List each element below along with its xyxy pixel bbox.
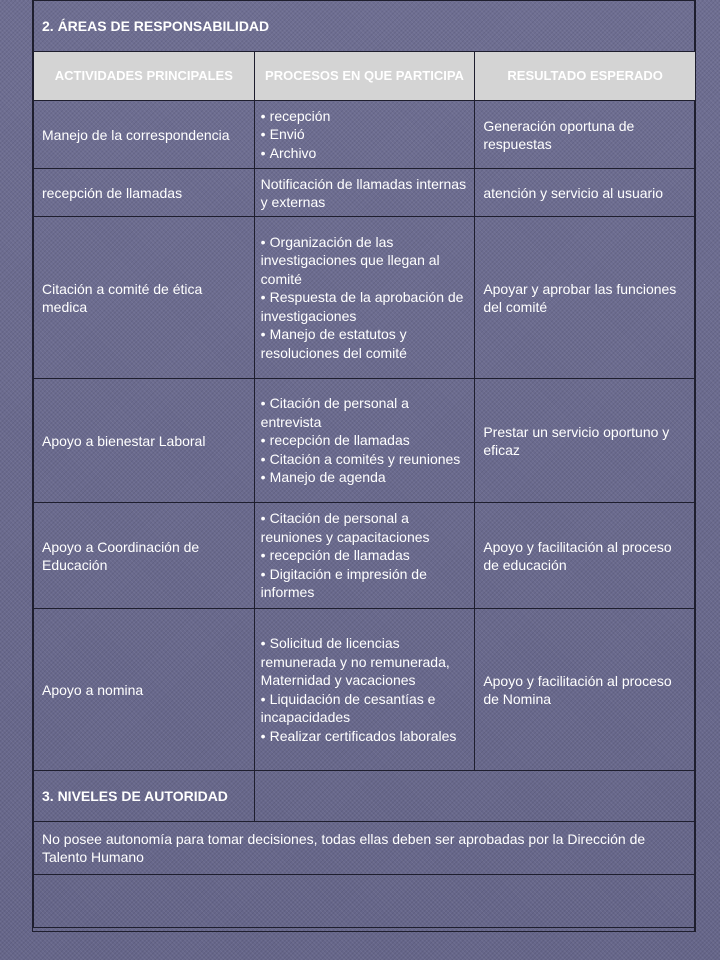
proceso-item: • Solicitud de licencias remunerada y no remunerada, Maternidad y vacaciones [260,635,450,688]
table-row [34,609,696,771]
table-header-row [34,52,696,101]
table-row [34,503,696,609]
proceso-item: • Citación a comités y reuniones [260,450,461,467]
proceso-item: • recepción [260,107,331,124]
resultado-cell: Generación oportuna de respuestas [475,101,696,169]
resultado-cell: atención y servicio al usuario [475,169,696,217]
resultado-cell: Prestar un servicio oportuno y eficaz [475,379,696,503]
document-frame [32,0,695,932]
section-authority-title: 3. NIVELES DE AUTORIDAD [34,771,255,822]
procesos-cell: Notificación de llamadas internas y externas [254,169,475,217]
proceso-item: • Organización de las investigaciones que llegan al comité [260,233,440,287]
blank-row [34,875,696,928]
authority-text: No posee autonomía para tomar decisiones, todas ellas deben ser aprobadas por la Dirección de Talento Humano [34,822,696,875]
empty-cell [254,771,695,822]
proceso-item: • Envió [260,126,305,143]
proceso-item: • Manejo de estatutos y resoluciones del comité [260,326,407,361]
resultado-cell: Apoyar y aprobar las funciones del comité [475,217,696,379]
header-actividades: ACTIVIDADES PRINCIPALES [34,52,255,101]
actividad-cell: Apoyo a Coordinación de Educación [34,503,255,609]
blank-cell [34,875,696,928]
section-areas-title: 2. ÁREAS DE RESPONSABILIDAD [34,1,696,52]
section-areas-row [34,1,696,52]
procesos-cell [254,609,475,771]
proceso-item: • Respuesta de la aprobación de investigaciones [260,289,464,324]
actividad-cell: Manejo de la correspondencia [34,101,255,169]
actividad-cell: recepción de llamadas [34,169,255,217]
proceso-item: • Manejo de agenda [260,469,386,486]
proceso-item: • Citación de personal a reuniones y capacitaciones [260,510,430,545]
table-row [34,101,696,169]
resultado-cell: Apoyo y facilitación al proceso de Nomina [475,609,696,771]
procesos-cell [254,101,475,169]
table-row [34,217,696,379]
responsibilities-table [33,0,696,928]
proceso-item: • Liquidación de cesantías e incapacidades [260,690,436,725]
actividad-cell: Citación a comité de ética medica [34,217,255,379]
procesos-cell [254,217,475,379]
header-resultado: RESULTADO ESPERADO [475,52,696,101]
actividad-cell: Apoyo a nomina [34,609,255,771]
actividad-cell: Apoyo a bienestar Laboral [34,379,255,503]
header-procesos: PROCESOS EN QUE PARTICIPA [254,52,475,101]
proceso-item: • Archivo [260,144,317,161]
procesos-cell [254,503,475,609]
section-authority-row [34,771,696,822]
table-row [34,169,696,217]
procesos-cell [254,379,475,503]
proceso-item: • recepción de llamadas [260,547,410,564]
resultado-cell: Apoyo y facilitación al proceso de educación [475,503,696,609]
proceso-item: • recepción de llamadas [260,432,410,449]
proceso-item: • Citación de personal a entrevista [260,395,409,430]
proceso-item: • Digitación e impresión de informes [260,565,427,601]
right-rule [695,0,696,932]
table-row [34,379,696,503]
proceso-item: • Realizar certificados laborales [260,727,457,744]
authority-text-row [34,822,696,875]
